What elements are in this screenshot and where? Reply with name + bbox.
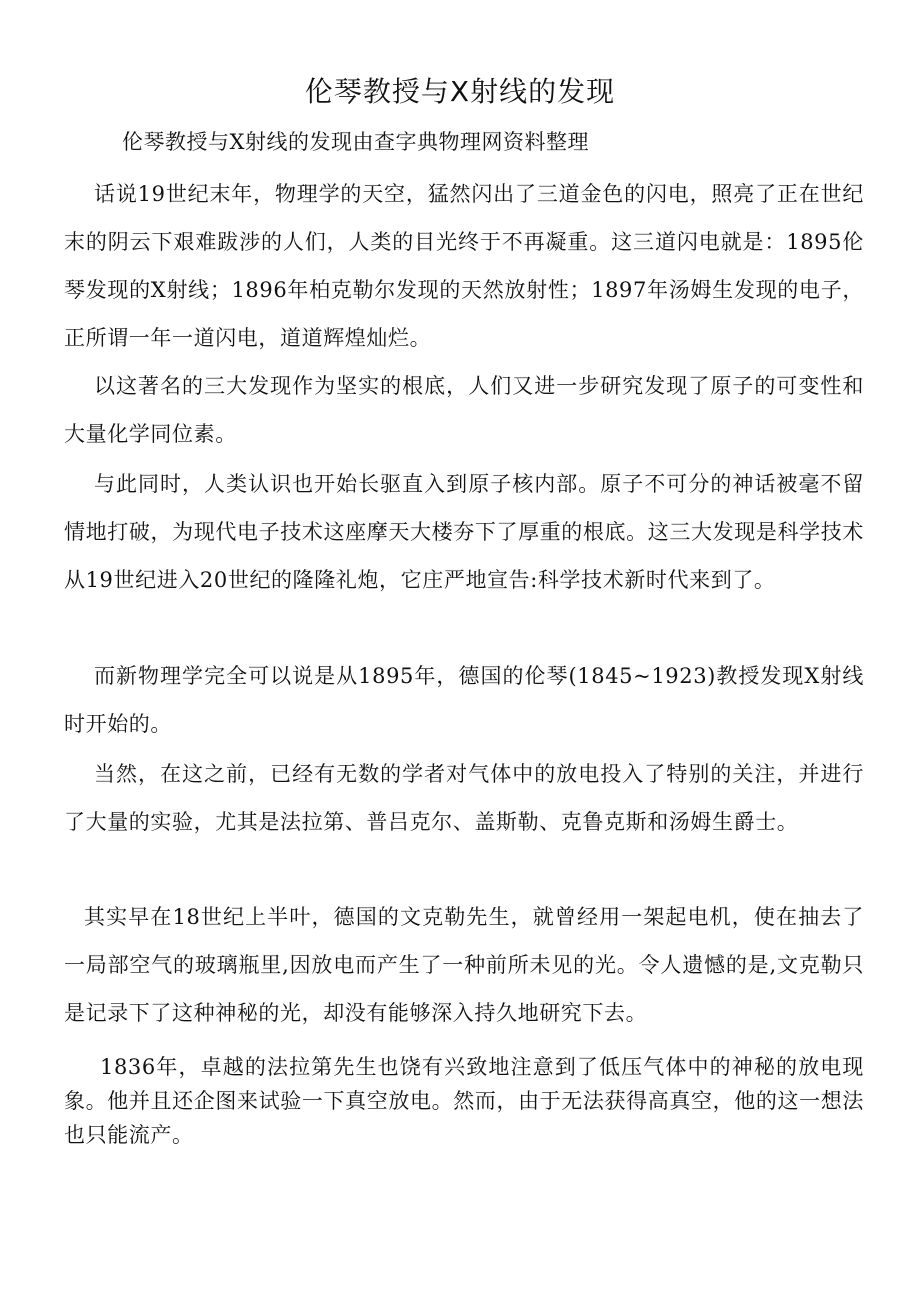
paragraph-5: 当然，在这之前，已经有无数的学者对气体中的放电投入了特别的关注，并进行了大量的实验，尤其是法拉第、普吕克尔、盖斯勒、克鲁克斯和汤姆生爵士。 <box>64 762 864 834</box>
paragraph-3: 与此同时，人类认识也开始长驱直入到原子核内部。原子不可分的神话被毫不留情地打破，为现代电子技术这座摩天大楼夯下了厚重的根底。这三大发现是科学技术从19世纪进入20世纪的隆隆礼炮，它庄严地宣告:科学技术新时代来到了。 <box>64 472 864 592</box>
document-subtitle: 伦琴教授与X射线的发现由查字典物理网资料整理 <box>122 130 589 154</box>
paragraph-4: 而新物理学完全可以说是从1895年，德国的伦琴(1845~1923)教授发现X射线时开始的。 <box>64 664 864 736</box>
paragraph-2: 以这著名的三大发现作为坚实的根底，人们又进一步研究发现了原子的可变性和大量化学同位素。 <box>64 374 864 446</box>
paragraph-7: 1836年，卓越的法拉第先生也饶有兴致地注意到了低压气体中的神秘的放电现象。他并且还企图来试验一下真空放电。然而，由于无法获得高真空，他的这一想法也只能流产。 <box>64 1055 864 1147</box>
document-title: 伦琴教授与X射线的发现 <box>304 75 616 108</box>
paragraph-1: 话说19世纪末年，物理学的天空，猛然闪出了三道金色的闪电，照亮了正在世纪末的阴云下艰难跋涉的人们，人类的目光终于不再凝重。这三道闪电就是：1895伦琴发现的X射线；1896年柏克勒尔发现的天然放射性；1897年汤姆生发现的电子，正所谓一年一道闪电，道道辉煌灿烂。 <box>64 182 864 350</box>
paragraph-6: 其实早在18世纪上半叶，德国的文克勒先生，就曾经用一架起电机，使在抽去了一局部空气的玻璃瓶里,因放电而产生了一种前所未见的光。令人遗憾的是,文克勒只是记录下了这种神秘的光，却没有能够深入持久地研究下去。 <box>64 905 864 1025</box>
